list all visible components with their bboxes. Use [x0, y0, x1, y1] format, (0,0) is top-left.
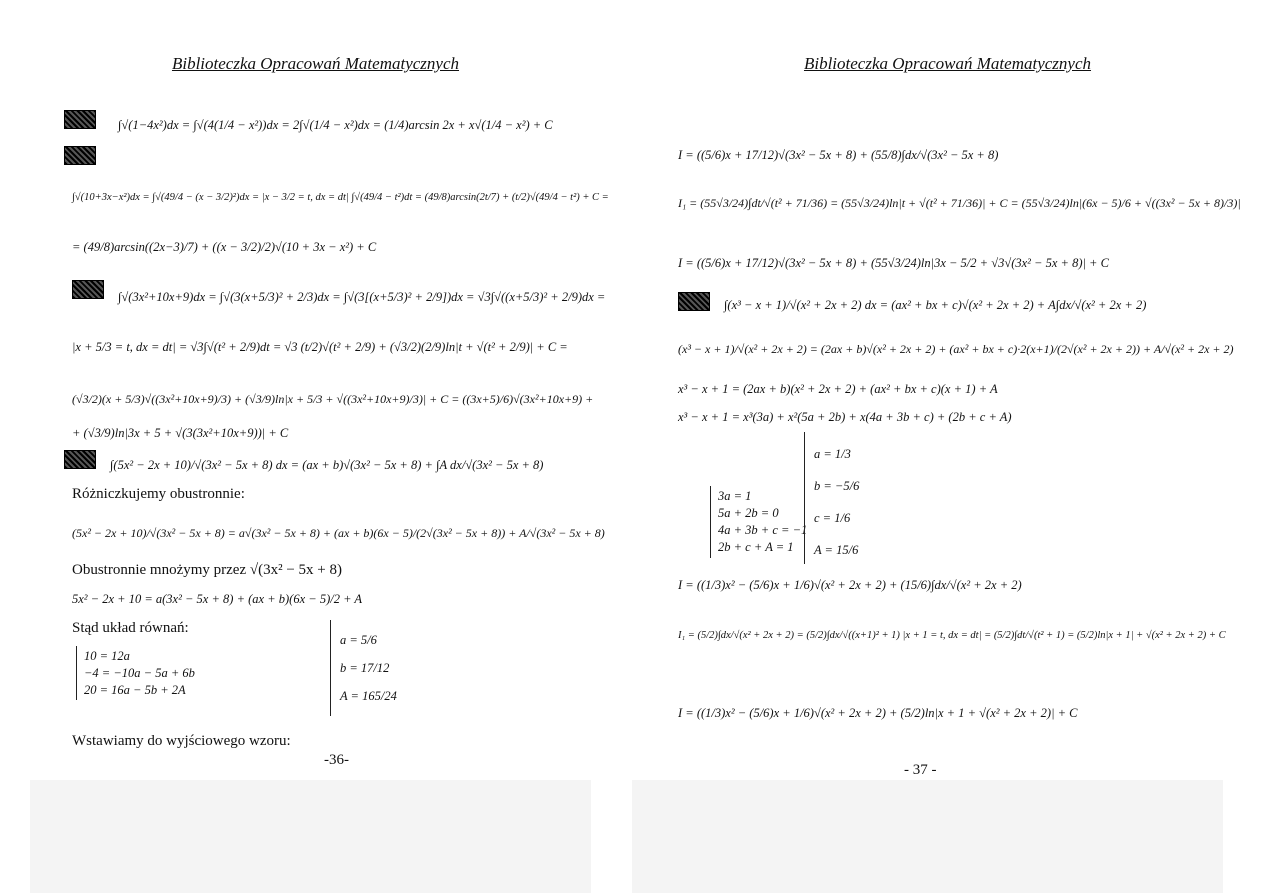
left-page	[0, 0, 631, 893]
equation: + (√3/9)ln|3x + 5 + √(3(3x²+10x+9))| + C	[72, 426, 289, 440]
system-row: a = 5/6	[340, 633, 377, 647]
system-brace	[76, 646, 77, 700]
right-page-header: Biblioteczka Opracowań Matematycznych	[803, 54, 1092, 73]
equation: = (49/8)arcsin((2x−3)/7) + ((x − 3/2)/2)√(10 + 3x − x²) + C	[72, 240, 377, 254]
right-page	[632, 0, 1263, 893]
system-row: 10 = 12a	[84, 649, 130, 663]
equation: I = ((1/3)x² − (5/6)x + 1/6)√(x² + 2x + 2) + (5/2)ln|x + 1 + √(x² + 2x + 2)| + C	[678, 706, 1078, 720]
system-row: a = 1/3	[814, 447, 851, 461]
system-row: A = 165/24	[340, 689, 397, 703]
left-page-header: Biblioteczka Opracowań Matematycznych	[171, 54, 460, 73]
equation: 5x² − 2x + 10 = a(3x² − 5x + 8) + (ax + b)(6x − 5)/2 + A	[72, 592, 363, 606]
solution-system	[814, 438, 859, 566]
system-row: 5a + 2b = 0	[718, 506, 779, 520]
paragraph: Różniczkujemy obustronnie:	[72, 486, 245, 502]
page-number: -36-	[324, 752, 349, 768]
equation-system	[84, 648, 195, 699]
equation: I₁ = (55√3/24)∫dt/√(t² + 71/36) = (55√3/24)ln|t + √(t² + 71/36)| + C = (55√3/24)ln|(6x − 5)/6 + √((3x² − 5x + 8)/3)|	[678, 196, 1241, 210]
page-shadow	[30, 780, 591, 893]
system-row: 20 = 16a − 5b + 2A	[84, 683, 186, 697]
system-row: A = 15/6	[814, 543, 859, 557]
equation: I = ((1/3)x² − (5/6)x + 1/6)√(x² + 2x + 2) + (15/6)∫dx/√(x² + 2x + 2)	[678, 578, 1022, 592]
paragraph: Wstawiamy do wyjściowego wzoru:	[72, 733, 291, 749]
equation: (x³ − x + 1)/√(x² + 2x + 2) = (2ax + b)√(x² + 2x + 2) + (ax² + bx + c)·2(x+1)/(2√(x² + 2x + 2)) + A/√(x² + 2x + 2)	[678, 342, 1234, 356]
equation: I₁ = (5/2)∫dx/√(x² + 2x + 2) = (5/2)∫dx/√((x+1)² + 1) |x + 1 = t, dx = dt| = (5/2)∫dt/√(t² + 1) = (5/2)ln|x + 1| + √(x² + 2x + 2) + C	[678, 630, 1226, 641]
equation: I = ((5/6)x + 17/12)√(3x² − 5x + 8) + (55√3/24)ln|3x − 5/2 + √3√(3x² − 5x + 8)| + C	[678, 256, 1109, 270]
equation: (5x² − 2x + 10)/√(3x² − 5x + 8) = a√(3x² − 5x + 8) + (ax + b)(6x − 5)/(2√(3x² − 5x + 8)) + A/√(3x² − 5x + 8)	[72, 526, 605, 540]
system-brace	[330, 620, 331, 716]
problem-number-mark	[72, 280, 104, 299]
page-shadow	[632, 780, 1223, 893]
equation: ∫√(3x²+10x+9)dx = ∫√(3(x+5/3)² + 2/3)dx = ∫√(3[(x+5/3)² + 2/9])dx = √3∫√((x+5/3)² + 2/9)dx =	[118, 290, 606, 304]
equation: ∫(x³ − x + 1)/√(x² + 2x + 2) dx = (ax² + bx + c)√(x² + 2x + 2) + A∫dx/√(x² + 2x + 2)	[724, 298, 1147, 312]
system-row: c = 1/6	[814, 511, 851, 525]
problem-number-mark	[64, 110, 96, 129]
system-row: 2b + c + A = 1	[718, 540, 794, 554]
problem-number-mark	[64, 450, 96, 469]
system-row: −4 = −10a − 5a + 6b	[84, 666, 195, 680]
system-row: 4a + 3b + c = −1	[718, 523, 808, 537]
system-row: 3a = 1	[718, 489, 752, 503]
equation: ∫(5x² − 2x + 10)/√(3x² − 5x + 8) dx = (ax + b)√(3x² − 5x + 8) + ∫A dx/√(3x² − 5x + 8)	[110, 458, 544, 472]
equation: ∫√(10+3x−x²)dx = ∫√(49/4 − (x − 3/2)²)dx = |x − 3/2 = t, dx = dt| ∫√(49/4 − t²)dt = (49/8)arcsin(2t/7) + (t/2)√(49/4 − t²) + C =	[72, 192, 609, 203]
equation: I = ((5/6)x + 17/12)√(3x² − 5x + 8) + (55/8)∫dx/√(3x² − 5x + 8)	[678, 148, 999, 162]
system-brace	[710, 486, 711, 558]
system-brace	[804, 432, 805, 564]
equation: x³ − x + 1 = x³(3a) + x²(5a + 2b) + x(4a + 3b + c) + (2b + c + A)	[678, 410, 1012, 424]
equation: (√3/2)(x + 5/3)√((3x²+10x+9)/3) + (√3/9)ln|x + 5/3 + √((3x²+10x+9)/3)| + C = ((3x+5)/6)√(3x²+10x+9) +	[72, 392, 594, 406]
equation: |x + 5/3 = t, dx = dt| = √3∫√(t² + 2/9)dt = √3 (t/2)√(t² + 2/9) + (√3/2)(2/9)ln|t + √(t² + 2/9)| + C =	[72, 340, 568, 354]
paragraph: Stąd układ równań:	[72, 620, 189, 636]
solution-system	[340, 626, 397, 710]
equation-system	[718, 488, 807, 556]
system-row: b = −5/6	[814, 479, 860, 493]
problem-number-mark	[64, 146, 96, 165]
equation: ∫√(1−4x²)dx = ∫√(4(1/4 − x²))dx = 2∫√(1/4 − x²)dx = (1/4)arcsin 2x + x√(1/4 − x²) + C	[118, 118, 553, 132]
system-row: b = 17/12	[340, 661, 390, 675]
page-number: - 37 -	[904, 762, 937, 778]
equation: x³ − x + 1 = (2ax + b)(x² + 2x + 2) + (ax² + bx + c)(x + 1) + A	[678, 382, 998, 396]
problem-number-mark	[678, 292, 710, 311]
paragraph: Obustronnie mnożymy przez √(3x² − 5x + 8)	[72, 562, 343, 578]
